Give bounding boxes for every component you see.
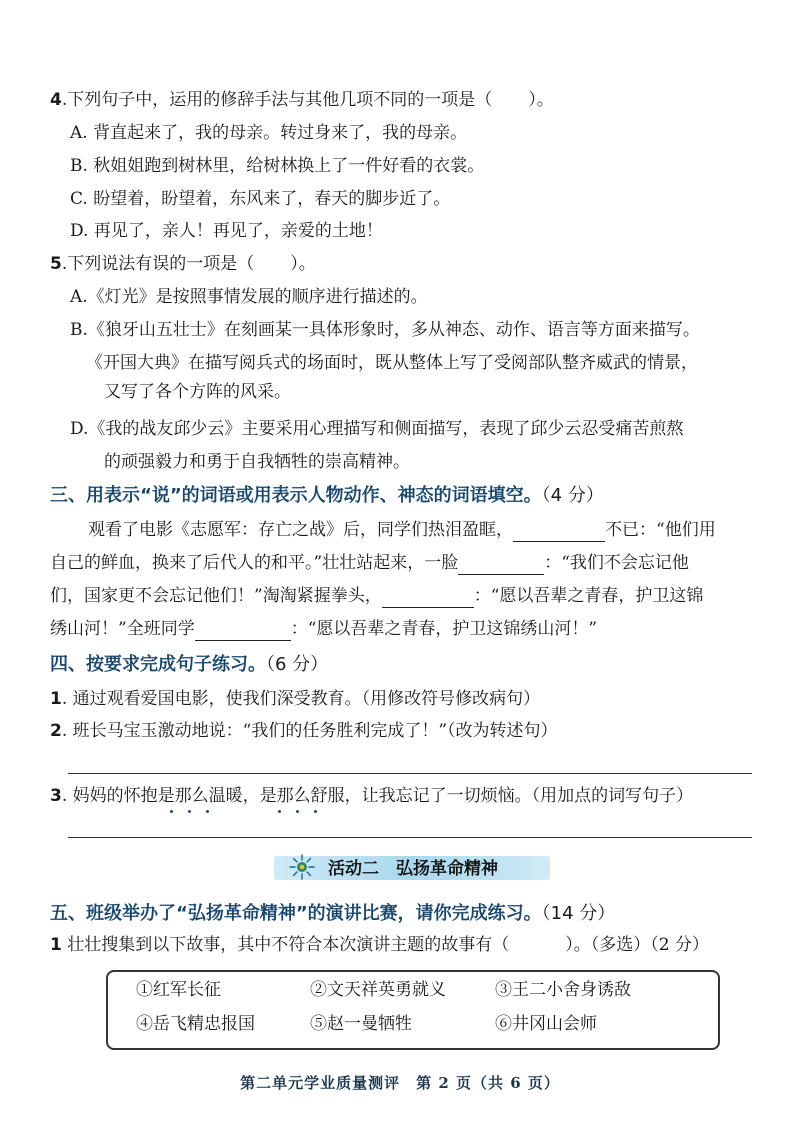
story-option: ②文天祥英勇就义 [310, 980, 446, 1000]
section3-line-4-tail: ：“愿以吾辈之青春，护卫这锦绣山河！” [290, 619, 598, 639]
emphasis-dot [206, 810, 209, 813]
q5-option-c: 《开国大典》在描写阅兵式的场面时，既从整体上写了受阅部队整齐威武的情景， [86, 353, 698, 373]
activity-banner [274, 850, 550, 884]
section4-heading [50, 652, 328, 678]
section3-line-4 [50, 617, 597, 641]
emphasis-dot [296, 810, 299, 813]
story-option: ④岳飞精忠报国 [136, 1014, 255, 1034]
q4-option-b: B. 秋姐姐跑到树林里，给树林换上了一件好看的衣裳。 [70, 156, 485, 176]
section4-points: （6 分） [266, 654, 329, 675]
q4-stem-text: .下列句子中，运用的修辞手法与其他几项不同的一项是（ [61, 90, 493, 110]
emphasis-dot [314, 810, 317, 813]
section4-item-1-number: 1 [50, 689, 62, 709]
section3-points: （4 分） [541, 485, 604, 506]
section4-item-2-number: 2 [50, 721, 62, 741]
section4-item-3 [50, 784, 693, 808]
q5-stem-end: ）。 [290, 254, 316, 274]
section3-title: 三、用表示“说”的词语或用表示人物动作、神态的词语填空。 [50, 485, 542, 506]
section4-item-1-text: . 通过观看爱国电影，使我们深受教育。（用修改符号修改病句） [61, 689, 541, 709]
q4-option-c: C. 盼望着，盼望着，东风来了，春天的脚步近了。 [70, 189, 451, 209]
q4-option-a: A. 背直起来了，我的母亲。转过身来了，我的母亲。 [70, 123, 468, 143]
section3-line-1-tail: 不已：“他们用 [605, 520, 716, 540]
section5-points: （14 分） [541, 903, 616, 924]
section3-heading [50, 483, 604, 509]
section5-title: 五、班级举办了“弘扬革命精神”的演讲比赛，请你完成练习。 [50, 903, 542, 924]
emphasis-dot [278, 810, 281, 813]
section3-line-3 [50, 584, 703, 608]
section5-q1-text: 壮壮搜集到以下故事，其中不符合本次演讲主题的故事有（ [61, 935, 510, 955]
q5-stem-text: .下列说法有误的一项是（ [61, 254, 255, 274]
section4-item-2-text: . 班长马宝玉激动地说：“我们的任务胜利完成了！”（改为转述句） [61, 721, 558, 741]
q4-stem [50, 88, 554, 112]
fill-blank-3[interactable] [382, 587, 474, 608]
section4-item-1 [50, 687, 540, 711]
section3-line-2-tail: ：“我们不会忘记他 [544, 553, 689, 573]
q4-option-d: D. 再见了，亲人！再见了，亲爱的土地！ [70, 221, 383, 241]
section5-q1 [50, 933, 709, 957]
q4-number: 4 [50, 90, 62, 110]
emphasis-dot [170, 810, 173, 813]
section3-line-3-tail: ：“愿以吾辈之青春，护卫这锦 [473, 586, 704, 606]
story-option: ⑥井冈山会师 [495, 1014, 597, 1034]
fill-blank-2[interactable] [458, 554, 544, 575]
q5-option-a: A.《灯光》是按照事情发展的顺序进行描述的。 [70, 287, 428, 307]
sun-icon [288, 853, 316, 881]
q5-option-d-cont: 的顽强毅力和勇于自我牺牲的崇高精神。 [104, 452, 410, 472]
section4-item-3-text: . 妈妈的怀抱是那么温暖，是那么舒服，让我忘记了一切烦恼。（用加点的词写句子） [61, 786, 694, 806]
section5-q1-end: ）。（多选）（2 分） [565, 935, 709, 955]
answer-line-3[interactable] [68, 837, 752, 838]
page-footer: 第二单元学业质量测评 第 2 页（共 6 页） [240, 1074, 560, 1092]
section3-line-1-text: 观看了电影《志愿军：存亡之战》后，同学们热泪盈眶， [88, 520, 513, 540]
story-option: ③王二小舍身诱敌 [495, 980, 631, 1000]
section3-line-2 [50, 551, 689, 575]
emphasis-dot [188, 810, 191, 813]
section3-line-2-text: 自己的鲜血，换来了后代人的和平。”壮壮站起来，一脸 [50, 553, 459, 573]
answer-line-2[interactable] [68, 773, 752, 774]
section5-heading [50, 901, 615, 927]
section3-line-1 [88, 518, 716, 542]
section3-line-4-text: 绣山河！”全班同学 [50, 619, 195, 639]
section5-q1-number: 1 [50, 935, 62, 955]
story-option: ⑤赵一曼牺牲 [310, 1014, 412, 1034]
q4-stem-end: ）。 [528, 90, 554, 110]
section4-item-2 [50, 719, 558, 743]
q5-option-c-cont: 又写了各个方阵的风采。 [104, 382, 291, 402]
q5-stem [50, 252, 316, 276]
q5-option-d: D.《我的战友邱少云》主要采用心理描写和侧面描写，表现了邱少云忍受痛苦煎熬 [70, 419, 684, 439]
q5-number: 5 [50, 254, 62, 274]
q5-option-b: B.《狼牙山五壮士》在刻画某一具体形象时，多从神态、动作、语言等方面来描写。 [70, 320, 700, 340]
section3-line-3-text: 们，国家更不会忘记他们！”淘淘紧握拳头， [50, 586, 382, 606]
activity-label: 活动二 弘扬革命精神 [328, 859, 498, 879]
fill-blank-1[interactable] [513, 521, 605, 542]
fill-blank-4[interactable] [195, 620, 291, 641]
section4-title: 四、按要求完成句子练习。 [50, 654, 266, 675]
story-option: ①红军长征 [136, 980, 221, 1000]
section4-item-3-number: 3 [50, 786, 62, 806]
